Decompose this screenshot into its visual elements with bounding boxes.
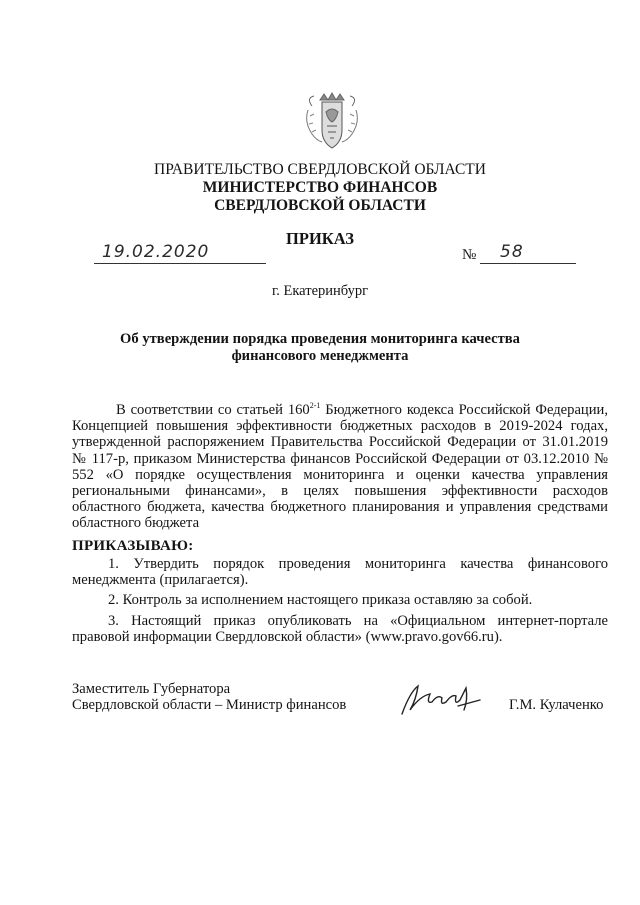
order-item-2: 2. Контроль за исполнением настоящего приказа оставляю за собой. [108, 592, 533, 609]
order-item-1: 1. Утвердить порядок проведения мониторинга качества финансового менеджмента (прилагается). [72, 556, 608, 589]
preamble-rest: Бюджетного кодекса Российской Федерации, Концепцией повышения эффективности бюджетных расходов в 2019-2024 годах, утвержденной распоряжением Правительства Российской Федерации от 31.01.2019 № 117-р, приказом Министерства финансов Российской Федерации от 03.12.2010 № 552 «О порядке осуществления мониторинга и оценки качества управления региональными финансами», в целях повышения эффективности расходов областного бюджета, качества бюджетного планирования и управления средствами областного бюджета [72, 402, 608, 532]
order-items [72, 556, 608, 645]
order-number: 58 [500, 242, 524, 262]
signatory-name: Г.М. Кулаченко [509, 697, 604, 713]
signatory-position-line2: Свердловской области – Министр финансов [72, 697, 347, 713]
order-date: 19.02.2020 [102, 242, 210, 262]
order-title: ПРИКАЗ [286, 229, 354, 248]
signatory-position-line1: Заместитель Губернатора [72, 681, 231, 697]
order-item-3: 3. Настоящий приказ опубликовать на «Официальном интернет-портале правовой информации Свердловской области» (www.pravo.gov66.ru). [72, 612, 608, 645]
directive: ПРИКАЗЫВАЮ: [72, 538, 194, 554]
handwritten-signature [396, 680, 488, 720]
order-number-label: № [462, 247, 477, 263]
government-name: ПРАВИТЕЛЬСТВО СВЕРДЛОВСКОЙ ОБЛАСТИ [154, 161, 486, 178]
preamble-start: В соответствии со статьей 160 [116, 402, 310, 418]
order-date-field [94, 243, 266, 264]
subject-line2: финансового менеджмента [231, 348, 409, 364]
ministry-name-line2: СВЕРДЛОВСКОЙ ОБЛАСТИ [214, 197, 426, 214]
preamble-sup: 2-1 [309, 401, 321, 411]
preamble [72, 402, 608, 532]
order-city: г. Екатеринбург [271, 283, 369, 299]
order-number-field [480, 243, 576, 264]
subject-line1: Об утверждении порядка проведения мониторинга качества [120, 331, 520, 347]
ministry-name-line1: МИНИСТЕРСТВО ФИНАНСОВ [202, 179, 438, 196]
coat-of-arms-icon [300, 92, 364, 152]
